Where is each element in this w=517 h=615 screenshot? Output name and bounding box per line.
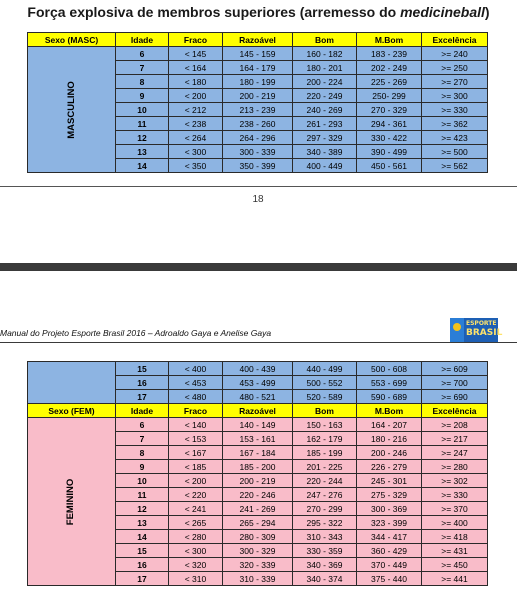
table-cell: 213 - 239	[223, 103, 293, 117]
column-header: Excelência	[422, 404, 488, 418]
page-break-band	[0, 263, 517, 271]
table-cell: < 350	[169, 159, 223, 173]
table-cell: 270 - 299	[293, 502, 357, 516]
age-cell: 9	[116, 460, 169, 474]
table-cell: >= 400	[422, 516, 488, 530]
table-cell: 160 - 182	[293, 47, 357, 61]
table-cell: < 185	[169, 460, 223, 474]
table-cell: 400 - 439	[223, 362, 293, 376]
age-cell: 15	[116, 362, 169, 376]
table-cell: 250- 299	[357, 89, 422, 103]
column-header: Bom	[293, 404, 357, 418]
column-header: Sexo (MASC)	[28, 33, 116, 47]
table-cell: 200 - 219	[223, 89, 293, 103]
table-cell: 500 - 552	[293, 376, 357, 390]
table-cell: >= 431	[422, 544, 488, 558]
table-cell: 270 - 329	[357, 103, 422, 117]
table-cell: 294 - 361	[357, 117, 422, 131]
table-cell: >= 270	[422, 75, 488, 89]
table-cell: 201 - 225	[293, 460, 357, 474]
table-cell: 185 - 200	[223, 460, 293, 474]
esporte-brasil-logo: ESPORTE BRASIL	[450, 318, 498, 342]
table-cell: 370 - 449	[357, 558, 422, 572]
table-cell: < 167	[169, 446, 223, 460]
age-cell: 16	[116, 558, 169, 572]
age-cell: 12	[116, 502, 169, 516]
age-cell: 17	[116, 572, 169, 586]
table-cell: >= 250	[422, 61, 488, 75]
column-header: Fraco	[169, 404, 223, 418]
age-cell: 10	[116, 103, 169, 117]
table-cell: 453 - 499	[223, 376, 293, 390]
page-divider-line	[0, 186, 517, 187]
table-cell: 180 - 201	[293, 61, 357, 75]
table-cell: 140 - 149	[223, 418, 293, 432]
column-header: Fraco	[169, 33, 223, 47]
table-cell: 450 - 561	[357, 159, 422, 173]
table-cell: >= 240	[422, 47, 488, 61]
table-cell: 280 - 309	[223, 530, 293, 544]
table-cell: 202 - 249	[357, 61, 422, 75]
table-cell: >= 247	[422, 446, 488, 460]
sex-label-feminino: FEMININO	[28, 418, 116, 586]
table-cell: 340 - 369	[293, 558, 357, 572]
table-cell: < 164	[169, 61, 223, 75]
table-cell: 225 - 269	[357, 75, 422, 89]
table-cell: < 241	[169, 502, 223, 516]
table-cell: < 200	[169, 474, 223, 488]
column-header: Idade	[116, 404, 169, 418]
table-cell: 480 - 521	[223, 390, 293, 404]
table-cell: < 264	[169, 131, 223, 145]
table-cell: < 453	[169, 376, 223, 390]
table-cell: >= 330	[422, 103, 488, 117]
header-divider-line	[0, 342, 517, 343]
table-cell: 245 - 301	[357, 474, 422, 488]
table-cell: >= 562	[422, 159, 488, 173]
table-cell: >= 362	[422, 117, 488, 131]
age-cell: 13	[116, 516, 169, 530]
table-cell: 153 - 161	[223, 432, 293, 446]
table-cell: 220 - 249	[293, 89, 357, 103]
column-header: Razoável	[223, 404, 293, 418]
footer-text: Manual do Projeto Esporte Brasil 2016 – Adroaldo Gaya e Anelise Gaya	[0, 328, 272, 338]
table-cell: 200 - 219	[223, 474, 293, 488]
table-cell: 265 - 294	[223, 516, 293, 530]
sex-cell-masculino-continued	[28, 362, 116, 404]
table-cell: 295 - 322	[293, 516, 357, 530]
table-cell: 590 - 689	[357, 390, 422, 404]
age-cell: 6	[116, 418, 169, 432]
table-cell: 400 - 449	[293, 159, 357, 173]
table-cell: 297 - 329	[293, 131, 357, 145]
column-header: Sexo (FEM)	[28, 404, 116, 418]
male-table-page1	[27, 32, 488, 173]
table-cell: >= 500	[422, 145, 488, 159]
table-cell: >= 302	[422, 474, 488, 488]
table-cell: < 280	[169, 530, 223, 544]
table-cell: 344 - 417	[357, 530, 422, 544]
age-cell: 14	[116, 530, 169, 544]
table-cell: >= 441	[422, 572, 488, 586]
table-cell: 310 - 343	[293, 530, 357, 544]
age-cell: 8	[116, 446, 169, 460]
table-cell: 238 - 260	[223, 117, 293, 131]
table-cell: >= 450	[422, 558, 488, 572]
age-cell: 9	[116, 89, 169, 103]
table-cell: 300 - 329	[223, 544, 293, 558]
table-cell: >= 300	[422, 89, 488, 103]
table-cell: 553 - 699	[357, 376, 422, 390]
table-cell: 226 - 279	[357, 460, 422, 474]
table-cell: >= 423	[422, 131, 488, 145]
table-row	[28, 362, 488, 376]
age-cell: 15	[116, 544, 169, 558]
age-cell: 14	[116, 159, 169, 173]
column-header: Razoável	[223, 33, 293, 47]
table-header-row	[28, 404, 488, 418]
column-header: M.Bom	[357, 33, 422, 47]
table-cell: < 400	[169, 362, 223, 376]
table-cell: 310 - 339	[223, 572, 293, 586]
table-cell: 520 - 589	[293, 390, 357, 404]
table-cell: < 300	[169, 544, 223, 558]
table-cell: 261 - 293	[293, 117, 357, 131]
table-cell: 323 - 399	[357, 516, 422, 530]
table-cell: 145 - 159	[223, 47, 293, 61]
table-cell: < 140	[169, 418, 223, 432]
table-cell: < 180	[169, 75, 223, 89]
table-page2	[27, 361, 488, 586]
table-cell: 500 - 608	[357, 362, 422, 376]
table-cell: 164 - 207	[357, 418, 422, 432]
table-cell: 164 - 179	[223, 61, 293, 75]
table-cell: 162 - 179	[293, 432, 357, 446]
table-header-row	[28, 33, 488, 47]
table-cell: < 310	[169, 572, 223, 586]
column-header: Idade	[116, 33, 169, 47]
table-cell: >= 330	[422, 488, 488, 502]
table-cell: >= 609	[422, 362, 488, 376]
age-cell: 10	[116, 474, 169, 488]
table-cell: 375 - 440	[357, 572, 422, 586]
table-cell: 300 - 339	[223, 145, 293, 159]
table-cell: >= 217	[422, 432, 488, 446]
table-cell: < 300	[169, 145, 223, 159]
table-cell: 241 - 269	[223, 502, 293, 516]
page-title: Força explosiva de membros superiores (arremesso do medicineball)	[27, 4, 490, 20]
table-row	[28, 418, 488, 432]
table-cell: >= 700	[422, 376, 488, 390]
table-cell: < 265	[169, 516, 223, 530]
table-cell: 275 - 329	[357, 488, 422, 502]
age-cell: 7	[116, 432, 169, 446]
table-cell: < 200	[169, 89, 223, 103]
table-cell: < 320	[169, 558, 223, 572]
table-cell: 180 - 216	[357, 432, 422, 446]
age-cell: 13	[116, 145, 169, 159]
table-cell: 360 - 429	[357, 544, 422, 558]
column-header: Bom	[293, 33, 357, 47]
table-cell: 247 - 276	[293, 488, 357, 502]
table-cell: >= 208	[422, 418, 488, 432]
table-cell: 320 - 339	[223, 558, 293, 572]
column-header: Excelência	[422, 33, 488, 47]
table-cell: >= 418	[422, 530, 488, 544]
age-cell: 16	[116, 376, 169, 390]
table-cell: 440 - 499	[293, 362, 357, 376]
table-cell: 390 - 499	[357, 145, 422, 159]
table-cell: 240 - 269	[293, 103, 357, 117]
table-cell: 350 - 399	[223, 159, 293, 173]
column-header: M.Bom	[357, 404, 422, 418]
page-number: 18	[252, 194, 264, 205]
table-cell: < 153	[169, 432, 223, 446]
table-cell: 300 - 369	[357, 502, 422, 516]
table-cell: >= 690	[422, 390, 488, 404]
table-row	[28, 47, 488, 61]
age-cell: 11	[116, 488, 169, 502]
table-cell: < 212	[169, 103, 223, 117]
age-cell: 8	[116, 75, 169, 89]
table-cell: 200 - 224	[293, 75, 357, 89]
table-cell: 330 - 359	[293, 544, 357, 558]
table-cell: 220 - 244	[293, 474, 357, 488]
table-cell: 220 - 246	[223, 488, 293, 502]
age-cell: 11	[116, 117, 169, 131]
table-cell: < 220	[169, 488, 223, 502]
table-cell: >= 370	[422, 502, 488, 516]
table-cell: 330 - 422	[357, 131, 422, 145]
table-cell: 183 - 239	[357, 47, 422, 61]
table-cell: >= 280	[422, 460, 488, 474]
table-cell: < 238	[169, 117, 223, 131]
table-cell: 185 - 199	[293, 446, 357, 460]
table-cell: 150 - 163	[293, 418, 357, 432]
age-cell: 17	[116, 390, 169, 404]
table-cell: < 480	[169, 390, 223, 404]
table-cell: 340 - 374	[293, 572, 357, 586]
age-cell: 6	[116, 47, 169, 61]
table-cell: 264 - 296	[223, 131, 293, 145]
table-cell: 167 - 184	[223, 446, 293, 460]
table-cell: 180 - 199	[223, 75, 293, 89]
age-cell: 7	[116, 61, 169, 75]
table-cell: < 145	[169, 47, 223, 61]
table-cell: 200 - 246	[357, 446, 422, 460]
sex-label-masculino: MASCULINO	[28, 47, 116, 173]
table-cell: 340 - 389	[293, 145, 357, 159]
age-cell: 12	[116, 131, 169, 145]
